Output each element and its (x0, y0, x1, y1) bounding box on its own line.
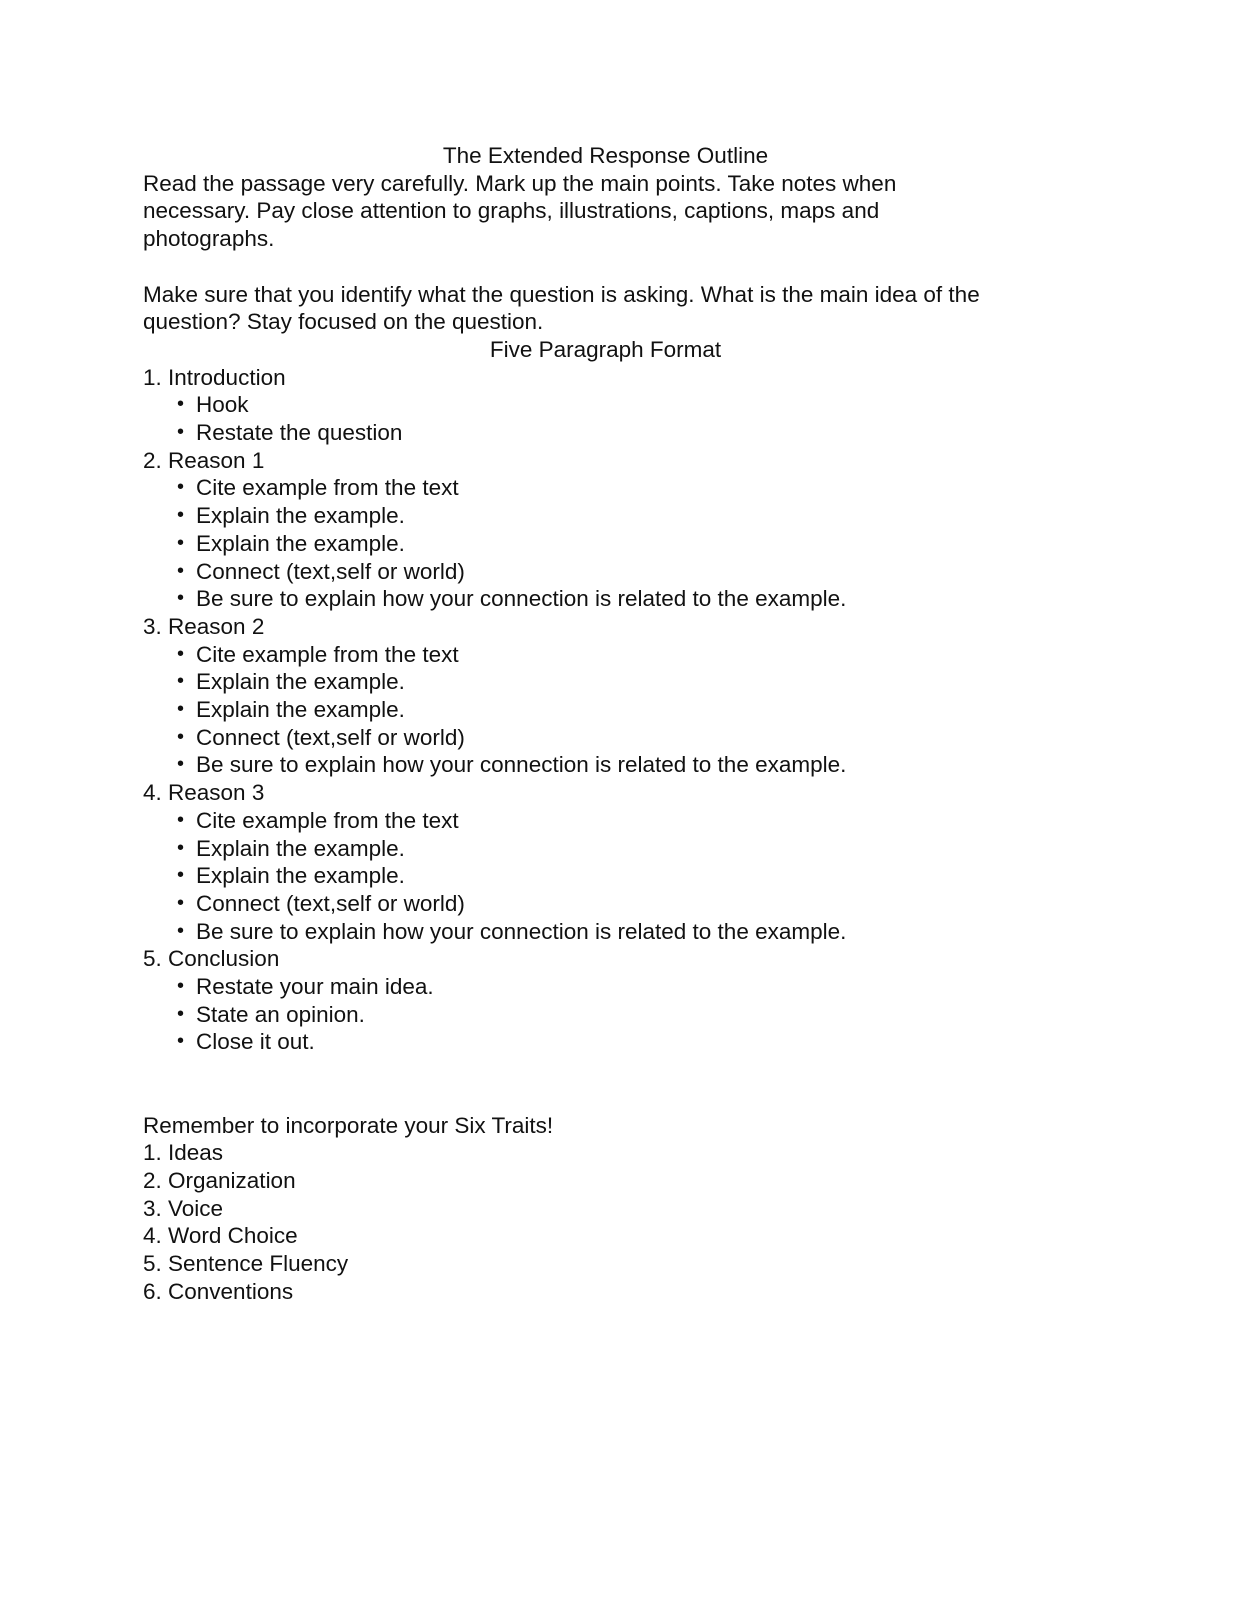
bullet-icon: • (177, 836, 185, 859)
list-item: 4. Word Choice (143, 1223, 298, 1249)
question-line: Make sure that you identify what the question is asking. What is the main idea of the (143, 281, 980, 307)
list-item (177, 558, 1093, 586)
question-paragraph (143, 281, 1093, 336)
bullet-icon: • (177, 808, 185, 831)
list-item (177, 474, 1093, 502)
list-item-text: Explain the example. (196, 530, 405, 556)
list-item-text: Explain the example. (196, 697, 405, 723)
bullet-icon: • (177, 393, 185, 416)
list-item-text: Cite example from the text (196, 641, 459, 667)
section-introduction (143, 364, 1093, 447)
bullet-icon: • (177, 531, 185, 554)
bullet-icon: • (177, 919, 185, 942)
list-item (177, 835, 1093, 863)
bullet-list (143, 391, 1093, 446)
list-item (177, 668, 1093, 696)
bullet-icon: • (177, 642, 185, 665)
list-item-text: Cite example from the text (196, 475, 459, 501)
list-item: 3. Voice (143, 1195, 224, 1221)
section-reason-2 (143, 613, 1093, 779)
list-item-text: Be sure to explain how your connection is related to the example. (196, 752, 847, 778)
list-item: 6. Conventions (143, 1278, 294, 1304)
bullet-icon: • (177, 864, 185, 887)
bullet-icon: • (177, 753, 185, 776)
list-item: 5. Sentence Fluency (143, 1251, 349, 1277)
list-item (177, 530, 1093, 558)
bullet-icon: • (177, 504, 185, 527)
list-item-text: Be sure to explain how your connection is related to the example. (196, 586, 847, 612)
bullet-icon: • (177, 559, 185, 582)
bullet-list (143, 807, 1093, 946)
list-item-text: Explain the example. (196, 863, 405, 889)
section-label: 5. Conclusion (143, 946, 280, 972)
list-item (177, 391, 1093, 419)
bullet-list (143, 641, 1093, 780)
bullet-icon: • (177, 1002, 185, 1025)
section-label: 4. Reason 3 (143, 780, 265, 806)
list-item (177, 751, 1093, 779)
bullet-icon: • (177, 587, 185, 610)
list-item-text: Hook (196, 392, 249, 418)
list-item (177, 724, 1093, 752)
bullet-list (143, 474, 1093, 613)
spacer (143, 253, 1093, 281)
list-item: 2. Organization (143, 1167, 296, 1193)
six-traits (143, 1112, 1093, 1306)
list-item-text: Connect (text,self or world) (196, 558, 465, 584)
list-item-text: Explain the example. (196, 835, 405, 861)
section-reason-1 (143, 447, 1093, 613)
bullet-icon: • (177, 1030, 185, 1053)
list-item (177, 641, 1093, 669)
list-item (177, 1001, 1093, 1029)
list-item-text: Explain the example. (196, 503, 405, 529)
list-item (177, 1028, 1093, 1056)
section-conclusion (143, 945, 1093, 1056)
list-item (177, 890, 1093, 918)
traits-heading: Remember to incorporate your Six Traits! (143, 1112, 554, 1138)
list-item-text: Be sure to explain how your connection is related to the example. (196, 918, 847, 944)
list-item-text: Cite example from the text (196, 807, 459, 833)
traits-list (143, 1139, 1093, 1305)
list-item (177, 862, 1093, 890)
list-item-text: Connect (text,self or world) (196, 724, 465, 750)
list-item-text: Explain the example. (196, 669, 405, 695)
bullet-icon: • (177, 421, 185, 444)
document-title: The Extended Response Outline (442, 143, 769, 168)
list-item (177, 696, 1093, 724)
list-item (177, 502, 1093, 530)
list-item-text: Close it out. (196, 1029, 315, 1055)
list-item (177, 807, 1093, 835)
list-item-text: Restate the question (196, 420, 403, 446)
list-item (177, 973, 1093, 1001)
list-item: 1. Ideas (143, 1140, 224, 1166)
section-label: 2. Reason 1 (143, 447, 265, 473)
list-item-text: State an opinion. (196, 1001, 365, 1027)
question-line: question? Stay focused on the question. (143, 309, 544, 335)
format-heading: Five Paragraph Format (489, 336, 722, 362)
intro-line: Read the passage very carefully. Mark up the main points. Take notes when (143, 170, 897, 196)
spacer (143, 1056, 1093, 1111)
bullet-icon: • (177, 698, 185, 721)
intro-paragraph (143, 170, 1093, 253)
list-item-text: Restate your main idea. (196, 974, 434, 1000)
intro-line: necessary. Pay close attention to graphs, illustrations, captions, maps and (143, 198, 880, 224)
bullet-icon: • (177, 476, 185, 499)
document-page (143, 142, 1093, 1306)
bullet-icon: • (177, 670, 185, 693)
bullet-icon: • (177, 975, 185, 998)
list-item (177, 585, 1093, 613)
bullet-icon: • (177, 725, 185, 748)
section-label: 3. Reason 2 (143, 613, 265, 639)
intro-line: photographs. (143, 226, 275, 252)
bullet-list (143, 973, 1093, 1056)
section-reason-3 (143, 779, 1093, 945)
bullet-icon: • (177, 891, 185, 914)
list-item (177, 918, 1093, 946)
list-item-text: Connect (text,self or world) (196, 890, 465, 916)
list-item (177, 419, 1093, 447)
section-label: 1. Introduction (143, 364, 286, 390)
